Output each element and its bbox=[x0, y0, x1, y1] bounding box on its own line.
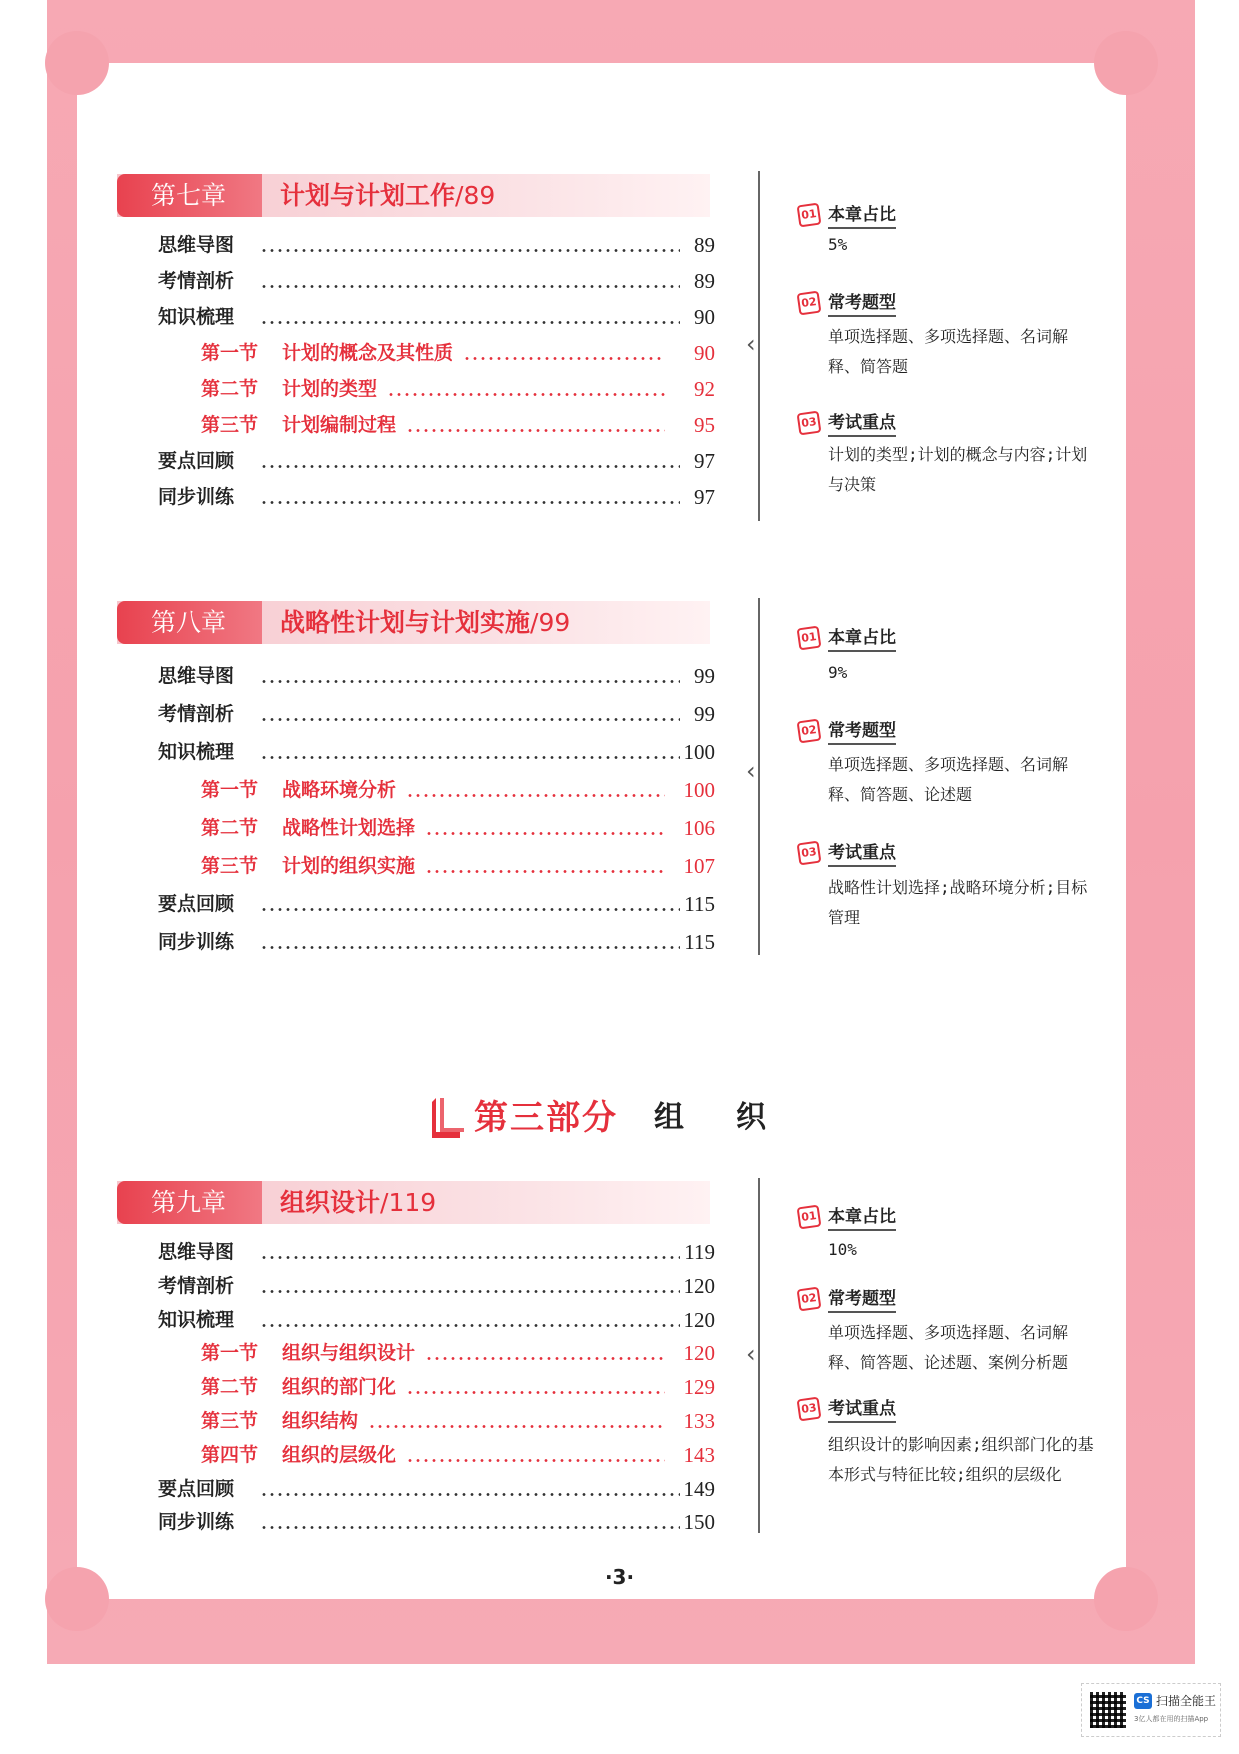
info-number-badge: 03 bbox=[797, 1396, 822, 1421]
toc-leader-dots bbox=[260, 718, 680, 721]
info-body-text: 单项选择题、多项选择题、名词解释、简答题、论述题、案例分析题 bbox=[828, 1323, 1069, 1372]
toc-row bbox=[117, 737, 717, 767]
toc-leader-dots bbox=[425, 870, 665, 873]
toc-row bbox=[117, 1507, 717, 1537]
part-subtitle: 组织 bbox=[654, 1100, 818, 1135]
toc-page-number: 90 bbox=[694, 305, 715, 329]
scanner-tagline: 3亿人都在用的扫描App bbox=[1134, 1715, 1209, 1723]
toc-page-number: 149 bbox=[683, 1476, 715, 1501]
info-body-text: 战略性计划选择;战略环境分析;目标管理 bbox=[828, 878, 1088, 927]
chapter-title bbox=[280, 601, 570, 644]
chapter-start-page: /119 bbox=[380, 1188, 437, 1217]
toc-section-row bbox=[117, 338, 717, 368]
toc-item-label: 思维导图 bbox=[158, 1241, 235, 1263]
toc-page-number: 100 bbox=[683, 778, 715, 802]
toc-leader-dots bbox=[260, 1290, 680, 1293]
toc-page-number: 119 bbox=[684, 1240, 715, 1264]
toc-section-row bbox=[117, 851, 717, 881]
toc-item-label: 知识梳理 bbox=[158, 306, 235, 328]
info-heading-text: 本章占比 bbox=[828, 200, 896, 229]
toc-section-number: 第三节 bbox=[201, 414, 259, 436]
toc-page-number: 120 bbox=[683, 1273, 715, 1298]
toc-page-number: 120 bbox=[683, 1307, 715, 1332]
toc-section-row bbox=[117, 1372, 717, 1402]
page-number: ·3· bbox=[604, 1565, 635, 1589]
toc-row bbox=[117, 889, 717, 919]
scanner-logo: CS bbox=[1134, 1693, 1152, 1709]
chapter-tab: 第九章 bbox=[117, 1181, 262, 1224]
toc-leader-dots bbox=[406, 429, 665, 432]
toc-section-row bbox=[117, 775, 717, 805]
toc-page-number: 115 bbox=[684, 930, 715, 954]
divider-notch-icon: ‹ bbox=[746, 330, 756, 358]
card-corner-tr bbox=[1094, 31, 1158, 95]
chapter-title bbox=[280, 1181, 436, 1224]
toc-item-label: 同步训练 bbox=[158, 486, 235, 508]
info-number-badge: 01 bbox=[797, 1204, 822, 1229]
info-number-badge: 02 bbox=[797, 718, 822, 743]
toc-page-number: 89 bbox=[694, 233, 715, 257]
info-body-text: 10% bbox=[828, 1240, 857, 1259]
toc-section-number: 第二节 bbox=[201, 378, 259, 400]
info-heading bbox=[798, 408, 896, 436]
toc-section-title: 组织的层级化 bbox=[282, 1443, 397, 1466]
toc-section-title: 组织与组织设计 bbox=[282, 1342, 416, 1365]
toc-section-number: 第一节 bbox=[201, 779, 259, 801]
info-heading-text: 考试重点 bbox=[828, 1394, 896, 1423]
part-title: 第三部分 bbox=[474, 1098, 618, 1138]
info-number-badge: 02 bbox=[797, 1286, 822, 1311]
toc-leader-dots bbox=[260, 946, 680, 949]
toc-row bbox=[117, 446, 717, 476]
toc-item-label: 考情剖析 bbox=[158, 1274, 235, 1297]
toc-item-label: 要点回顾 bbox=[158, 893, 235, 915]
toc-leader-dots bbox=[406, 1459, 665, 1462]
divider-line bbox=[758, 171, 760, 521]
info-body-text: 单项选择题、多项选择题、名词解释、简答题、论述题 bbox=[828, 755, 1069, 804]
toc-item-label: 要点回顾 bbox=[158, 1477, 235, 1500]
toc-page-number: 99 bbox=[694, 702, 715, 726]
chapter-title bbox=[280, 174, 495, 217]
info-heading-text: 本章占比 bbox=[828, 623, 896, 652]
toc-leader-dots bbox=[260, 1526, 680, 1529]
toc-leader-dots bbox=[260, 1493, 680, 1496]
toc-section-row bbox=[117, 813, 717, 843]
toc-leader-dots bbox=[260, 465, 680, 468]
toc-item-label: 思维导图 bbox=[158, 234, 235, 256]
card-corner-tl bbox=[45, 31, 109, 95]
toc-page-number: 97 bbox=[694, 449, 715, 473]
info-heading bbox=[798, 288, 896, 316]
info-body-text: 计划的类型;计划的概念与内容;计划与决策 bbox=[828, 445, 1088, 494]
toc-row bbox=[117, 482, 717, 512]
toc-leader-dots bbox=[260, 321, 680, 324]
toc-page-number: 89 bbox=[694, 269, 715, 293]
info-number-badge: 01 bbox=[797, 625, 822, 650]
toc-leader-dots bbox=[406, 1391, 665, 1394]
toc-section-number: 第二节 bbox=[201, 817, 259, 839]
toc-leader-dots bbox=[260, 908, 680, 911]
toc-row bbox=[117, 302, 717, 332]
info-heading bbox=[798, 716, 896, 744]
toc-section-row bbox=[117, 410, 717, 440]
toc-page-number: 143 bbox=[683, 1442, 715, 1467]
toc-row bbox=[117, 1474, 717, 1504]
info-body-text: 单项选择题、多项选择题、名词解释、简答题 bbox=[828, 327, 1069, 376]
toc-item-label: 同步训练 bbox=[158, 931, 235, 953]
chapter-tab: 第七章 bbox=[117, 174, 262, 217]
toc-page-number: 90 bbox=[694, 341, 715, 365]
toc-section-title: 计划的组织实施 bbox=[282, 855, 416, 877]
toc-item-label: 思维导图 bbox=[158, 665, 235, 687]
toc-section-row bbox=[117, 1406, 717, 1436]
toc-leader-dots bbox=[387, 393, 665, 396]
info-body-text: 组织设计的影响因素;组织部门化的基本形式与特征比较;组织的层级化 bbox=[828, 1435, 1094, 1484]
toc-item-label: 同步训练 bbox=[158, 1511, 235, 1534]
info-heading-text: 考试重点 bbox=[828, 838, 896, 867]
toc-section-title: 计划的类型 bbox=[282, 378, 378, 400]
toc-item-label: 考情剖析 bbox=[158, 703, 235, 725]
scanner-brand: 扫描全能王 bbox=[1156, 1694, 1217, 1708]
toc-leader-dots bbox=[260, 1256, 680, 1259]
chapter-start-page: /89 bbox=[455, 181, 496, 210]
toc-page-number: 120 bbox=[683, 1341, 715, 1366]
toc-section-title: 组织的部门化 bbox=[282, 1376, 397, 1399]
toc-page-number: 106 bbox=[683, 816, 715, 840]
toc-section-number: 第一节 bbox=[201, 342, 259, 364]
info-heading-text: 考试重点 bbox=[828, 408, 896, 437]
toc-page-number: 107 bbox=[683, 854, 715, 878]
info-heading bbox=[798, 623, 896, 651]
toc-section-row bbox=[117, 374, 717, 404]
toc-leader-dots bbox=[463, 357, 665, 360]
toc-section-number: 第二节 bbox=[201, 1376, 259, 1399]
toc-row bbox=[117, 699, 717, 729]
info-body-text: 5% bbox=[828, 235, 848, 254]
toc-page-number: 99 bbox=[694, 664, 715, 688]
toc-leader-dots bbox=[406, 794, 665, 797]
toc-page-number: 100 bbox=[683, 740, 715, 764]
info-heading-text: 常考题型 bbox=[828, 1284, 896, 1313]
chapter-title-text: 组织设计 bbox=[280, 1188, 381, 1217]
info-number-badge: 01 bbox=[797, 202, 822, 227]
chapter-tab: 第八章 bbox=[117, 601, 262, 644]
toc-page-number: 150 bbox=[683, 1510, 715, 1535]
toc-item-label: 知识梳理 bbox=[158, 1308, 235, 1331]
toc-section-title: 战略环境分析 bbox=[282, 779, 397, 801]
divider-line bbox=[758, 1178, 760, 1533]
toc-page-number: 97 bbox=[694, 485, 715, 509]
chapter-title-text: 计划与计划工作 bbox=[280, 181, 456, 210]
info-heading bbox=[798, 838, 896, 866]
toc-section-title: 战略性计划选择 bbox=[282, 817, 416, 839]
toc-row bbox=[117, 266, 717, 296]
toc-leader-dots bbox=[260, 680, 680, 683]
toc-section-number: 第三节 bbox=[201, 855, 259, 877]
toc-section-title: 计划编制过程 bbox=[282, 414, 397, 436]
chapter-start-page: /99 bbox=[530, 608, 571, 637]
toc-leader-dots bbox=[368, 1425, 665, 1428]
info-heading-text: 本章占比 bbox=[828, 1202, 896, 1231]
toc-row bbox=[117, 1271, 717, 1301]
toc-page-number: 95 bbox=[694, 413, 715, 437]
scanner-watermark bbox=[1081, 1683, 1221, 1737]
info-number-badge: 02 bbox=[797, 290, 822, 315]
toc-page-number: 115 bbox=[684, 892, 715, 916]
toc-page-number: 133 bbox=[683, 1409, 715, 1433]
toc-section-title: 组织结构 bbox=[282, 1410, 359, 1432]
toc-item-label: 知识梳理 bbox=[158, 741, 235, 763]
info-heading-text: 常考题型 bbox=[828, 288, 896, 317]
toc-row bbox=[117, 1237, 717, 1267]
toc-page-number: 92 bbox=[694, 377, 715, 401]
chapter-title-text: 战略性计划与计划实施 bbox=[280, 608, 531, 637]
toc-item-label: 要点回顾 bbox=[158, 450, 235, 472]
toc-row bbox=[117, 661, 717, 691]
info-heading-text: 常考题型 bbox=[828, 716, 896, 745]
qr-code-icon bbox=[1090, 1692, 1126, 1728]
toc-leader-dots bbox=[260, 756, 680, 759]
divider-notch-icon: ‹ bbox=[746, 1340, 756, 1368]
info-number-badge: 03 bbox=[797, 840, 822, 865]
toc-page-number: 129 bbox=[683, 1375, 715, 1400]
toc-leader-dots bbox=[260, 501, 680, 504]
toc-row bbox=[117, 927, 717, 957]
book-icon bbox=[430, 1096, 466, 1140]
info-body-text: 9% bbox=[828, 663, 848, 682]
toc-section-title: 计划的概念及其性质 bbox=[282, 342, 454, 364]
info-heading bbox=[798, 1394, 896, 1422]
toc-item-label: 考情剖析 bbox=[158, 270, 235, 292]
divider-notch-icon: ‹ bbox=[746, 757, 756, 785]
info-heading bbox=[798, 200, 896, 228]
info-heading bbox=[798, 1202, 896, 1230]
toc-row bbox=[117, 230, 717, 260]
info-heading bbox=[798, 1284, 896, 1312]
toc-section-number: 第四节 bbox=[201, 1443, 259, 1466]
toc-section-number: 第三节 bbox=[201, 1410, 259, 1432]
toc-row bbox=[117, 1305, 717, 1335]
toc-leader-dots bbox=[260, 249, 680, 252]
info-number-badge: 03 bbox=[797, 410, 822, 435]
toc-leader-dots bbox=[260, 1324, 680, 1327]
toc-section-number: 第一节 bbox=[201, 1342, 259, 1365]
toc-section-row bbox=[117, 1440, 717, 1470]
toc-leader-dots bbox=[425, 1357, 665, 1360]
toc-leader-dots bbox=[260, 285, 680, 288]
toc-leader-dots bbox=[425, 832, 665, 835]
toc-section-row bbox=[117, 1338, 717, 1368]
divider-line bbox=[758, 598, 760, 955]
